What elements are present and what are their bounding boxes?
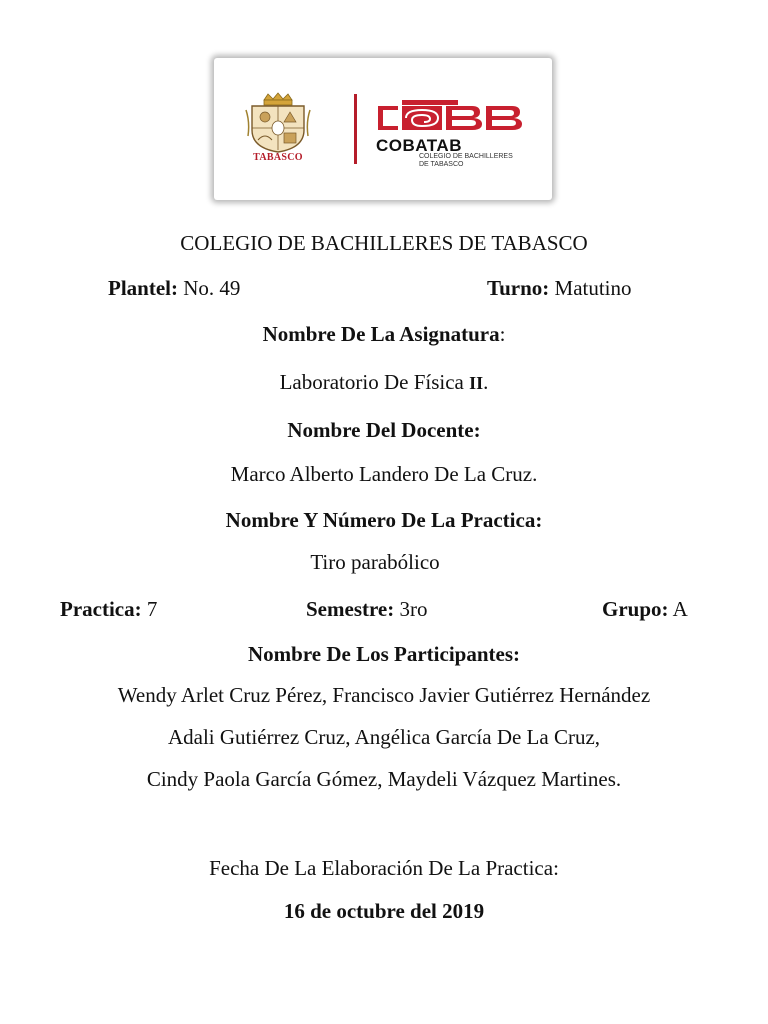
cobatab-subtitle-line-2: DE TABASCO — [419, 161, 464, 168]
asignatura-heading — [0, 321, 768, 347]
turno-field — [487, 275, 632, 301]
practica-field — [60, 596, 157, 622]
participantes-line-3: Cindy Paola García Gómez, Maydeli Vázquez Martines. — [146, 767, 622, 791]
cobatab-name: COBATAB — [376, 136, 462, 155]
docente-label: Nombre Del Docente: — [287, 418, 481, 442]
asignatura-colon: : — [499, 322, 506, 346]
cobatab-subtitle — [419, 153, 513, 169]
semestre-value: 3ro — [399, 597, 428, 621]
practica-name-label: Nombre Y Número De La Practica: — [225, 508, 543, 532]
logo-divider — [354, 94, 357, 164]
plantel-value: No. 49 — [183, 276, 241, 300]
fecha-label: Fecha De La Elaboración De La Practica: — [209, 856, 559, 880]
crest-label: TABASCO — [253, 152, 303, 163]
asignatura-label: Nombre De La Asignatura — [262, 322, 500, 346]
grupo-value: A — [672, 597, 688, 621]
asignatura-value-numeral: II — [469, 373, 484, 393]
grupo-field — [602, 596, 688, 622]
fecha-value: 16 de octubre del 2019 — [283, 899, 485, 923]
cobatab-subtitle-line-1: COLEGIO DE BACHILLERES — [419, 153, 513, 160]
logo-banner — [214, 58, 552, 200]
participantes-line-1: Wendy Arlet Cruz Pérez, Francisco Javier Gutiérrez Hernández — [117, 683, 651, 707]
docente-value: Marco Alberto Landero De La Cruz. — [230, 462, 538, 486]
institution-name: COLEGIO DE BACHILLERES DE TABASCO — [180, 231, 588, 255]
asignatura-value-text: Laboratorio De Física — [279, 370, 470, 394]
participantes-label: Nombre De Los Participantes: — [248, 642, 520, 666]
plantel-field — [108, 275, 240, 301]
semestre-label: Semestre: — [306, 597, 395, 621]
tabasco-coat-of-arms-icon — [244, 92, 312, 154]
practica-name-value: Tiro parabólico — [310, 550, 440, 574]
cobatab-logo-icon — [376, 98, 526, 138]
asignatura-value-suffix: . — [483, 370, 489, 394]
participantes-line-2: Adali Gutiérrez Cruz, Angélica García De La Cruz, — [167, 725, 601, 749]
plantel-label: Plantel: — [108, 276, 178, 300]
grupo-label: Grupo: — [602, 597, 669, 621]
semestre-field — [306, 596, 428, 622]
asignatura-value — [0, 369, 768, 396]
turno-value: Matutino — [554, 276, 632, 300]
practica-value: 7 — [146, 597, 158, 621]
turno-label: Turno: — [487, 276, 550, 300]
practica-label: Practica: — [60, 597, 142, 621]
